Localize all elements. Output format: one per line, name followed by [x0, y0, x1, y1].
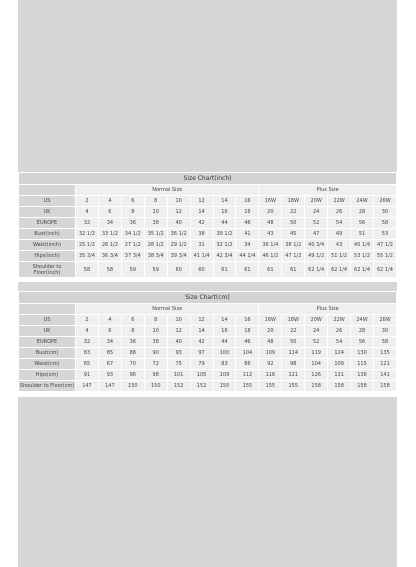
table-cell: 70 — [122, 359, 144, 369]
table-cell: 16W — [259, 196, 281, 206]
table-cell: 4 — [76, 326, 98, 336]
table-cell: 47 1/2 — [282, 251, 304, 261]
table-cell: 4 — [99, 315, 121, 325]
table-cell: 91 — [76, 370, 98, 380]
table-cell: 12 — [191, 315, 213, 325]
table-cell: 26 — [328, 326, 350, 336]
table-cell: 18 — [236, 207, 258, 217]
table-cell: 104 — [236, 348, 258, 358]
table-cell: 61 — [259, 262, 281, 277]
table-cell: 60 — [191, 262, 213, 277]
table-cell: 45 — [282, 229, 304, 239]
table-cell: 72 — [145, 359, 167, 369]
table-cell: 53 1/2 — [351, 251, 373, 261]
table-cell: 51 — [351, 229, 373, 239]
table-cell: 36 1/4 — [259, 240, 281, 250]
row-label: Waist(inch) — [19, 240, 75, 250]
size-chart-cm — [18, 291, 397, 397]
table-cell: 52 — [305, 337, 327, 347]
table-cell: 32 1/2 — [214, 240, 236, 250]
table-cell: 61 — [282, 262, 304, 277]
table-cell: 56 — [351, 337, 373, 347]
table-cell: 54 — [328, 218, 350, 228]
table-cell: 93 — [168, 348, 190, 358]
table-cell: 109 — [328, 359, 350, 369]
table-cell: 60 — [168, 262, 190, 277]
table-cell: 41 1/4 — [191, 251, 213, 261]
table-cell: 44 — [214, 218, 236, 228]
table-cell: 50 — [282, 337, 304, 347]
table-cell: 37 3/4 — [122, 251, 144, 261]
table-cell: 126 — [305, 370, 327, 380]
table-cell: 150 — [145, 381, 167, 391]
table-cell: 101 — [168, 370, 190, 380]
table-cell: 2 — [76, 196, 98, 206]
table-cell: 43 — [328, 240, 350, 250]
table-cell: 39 1/2 — [214, 229, 236, 239]
table-cell: 109 — [259, 348, 281, 358]
plus-size-header: Plus Size — [259, 304, 396, 314]
table-cell: 115 — [351, 359, 373, 369]
row-label: Shoulder to Floor(inch) — [19, 262, 75, 277]
table-cell: 58 — [76, 262, 98, 277]
table-cell: 100 — [214, 348, 236, 358]
table-row — [19, 207, 396, 217]
table-cell: 24 — [305, 207, 327, 217]
page-background — [18, 0, 397, 567]
table-cell: 67 — [99, 359, 121, 369]
row-label: Hips(inch) — [19, 251, 75, 261]
table-cell: 155 — [236, 381, 258, 391]
row-label: EUROPE — [19, 337, 75, 347]
table-cell: 97 — [191, 348, 213, 358]
table-cell: 30 — [374, 326, 396, 336]
size-chart-inch — [18, 172, 397, 282]
table-cell: 20 — [259, 207, 281, 217]
table-cell: 16 — [214, 326, 236, 336]
table-cell: 33 1/2 — [99, 229, 121, 239]
table-cell: 6 — [99, 207, 121, 217]
table-row — [19, 370, 396, 380]
row-label: Waist(cm) — [19, 359, 75, 369]
table-cell: 4 — [76, 207, 98, 217]
table-cell: 59 — [122, 262, 144, 277]
table-row — [19, 262, 396, 277]
table-cell: 28 — [351, 326, 373, 336]
table-cell: 6 — [122, 196, 144, 206]
table-cell: 24W — [351, 315, 373, 325]
size-table-inch — [18, 172, 397, 278]
table-cell: 131 — [328, 370, 350, 380]
table-cell: 20W — [305, 196, 327, 206]
table-cell: 36 — [122, 337, 144, 347]
row-label: Bust(inch) — [19, 229, 75, 239]
table-cell: 135 — [374, 348, 396, 358]
table-cell: 36 3/4 — [99, 251, 121, 261]
table-cell: 45 1/4 — [351, 240, 373, 250]
plus-size-header: Plus Size — [259, 185, 396, 195]
table-cell: 29 1/2 — [168, 240, 190, 250]
table-cell: 32 — [76, 337, 98, 347]
table-cell: 14 — [214, 196, 236, 206]
table-cell: 22W — [328, 315, 350, 325]
table-cell: 12 — [168, 207, 190, 217]
table-cell: 28 — [351, 207, 373, 217]
table-cell: 112 — [236, 370, 258, 380]
table-cell: 147 — [76, 381, 98, 391]
table-cell: 86 — [236, 359, 258, 369]
table-cell: 38 — [191, 229, 213, 239]
row-label: EUROPE — [19, 218, 75, 228]
table-cell: 32 — [76, 218, 98, 228]
table-cell: 16 — [236, 196, 258, 206]
table-cell: 10 — [145, 326, 167, 336]
table-cell: 8 — [122, 207, 144, 217]
table-cell: 14 — [214, 315, 236, 325]
table-cell: 10 — [145, 207, 167, 217]
table-cell: 56 — [351, 218, 373, 228]
table-cell: 41 — [236, 229, 258, 239]
table-cell: 24 — [305, 326, 327, 336]
table-cell: 58 — [374, 337, 396, 347]
table-cell: 90 — [145, 348, 167, 358]
table-row — [19, 348, 396, 358]
table-cell: 98 — [145, 370, 167, 380]
table-cell: 44 — [214, 337, 236, 347]
title-row — [19, 173, 396, 184]
table-cell: 8 — [122, 326, 144, 336]
group-header-row — [19, 185, 396, 195]
table-cell: 18 — [236, 326, 258, 336]
table-cell: 38 — [145, 218, 167, 228]
table-cell: 147 — [99, 381, 121, 391]
table-row — [19, 240, 396, 250]
table-cell: 34 — [99, 218, 121, 228]
table-row — [19, 359, 396, 369]
table-cell: 42 3/4 — [214, 251, 236, 261]
table-cell: 121 — [282, 370, 304, 380]
table-cell: 61 — [236, 262, 258, 277]
table-cell: 50 — [282, 218, 304, 228]
table-cell: 141 — [374, 370, 396, 380]
table-cell: 116 — [259, 370, 281, 380]
table-cell: 48 — [259, 337, 281, 347]
table-cell: 119 — [305, 348, 327, 358]
table-row — [19, 315, 396, 325]
table-cell: 48 — [259, 218, 281, 228]
table-cell: 38 1/2 — [282, 240, 304, 250]
table-cell: 158 — [305, 381, 327, 391]
table-cell: 16 — [214, 207, 236, 217]
table-cell: 47 1/2 — [374, 240, 396, 250]
table-cell: 130 — [351, 348, 373, 358]
row-label: US — [19, 196, 75, 206]
table-cell: 49 — [328, 229, 350, 239]
table-cell: 16W — [259, 315, 281, 325]
table-cell: 32 1/2 — [76, 229, 98, 239]
row-label: Bust(cm) — [19, 348, 75, 358]
table-cell: 155 — [282, 381, 304, 391]
table-cell: 18W — [282, 196, 304, 206]
table-cell: 27 1/2 — [122, 240, 144, 250]
table-row — [19, 251, 396, 261]
table-cell: 25 1/2 — [76, 240, 98, 250]
table-cell: 121 — [374, 359, 396, 369]
table-cell: 150 — [122, 381, 144, 391]
table-cell: 34 — [236, 240, 258, 250]
table-cell: 26 — [328, 207, 350, 217]
table-row — [19, 229, 396, 239]
table-cell: 39 3/4 — [168, 251, 190, 261]
table-cell: 4 — [99, 196, 121, 206]
title-row — [19, 292, 396, 303]
table-row — [19, 196, 396, 206]
table-cell: 8 — [145, 315, 167, 325]
table-cell: 83 — [76, 348, 98, 358]
table-cell: 2 — [76, 315, 98, 325]
table-cell: 158 — [328, 381, 350, 391]
row-label: UK — [19, 326, 75, 336]
table-cell: 8 — [145, 196, 167, 206]
table-cell: 65 — [76, 359, 98, 369]
table-cell: 20W — [305, 315, 327, 325]
table-cell: 22 — [282, 207, 304, 217]
table-cell: 58 — [374, 218, 396, 228]
table-cell: 114 — [282, 348, 304, 358]
table-cell: 40 — [168, 218, 190, 228]
table-cell: 79 — [191, 359, 213, 369]
table-cell: 35 1/2 — [145, 229, 167, 239]
table-cell: 46 — [236, 337, 258, 347]
table-title: Size Chart(inch) — [19, 173, 396, 184]
table-cell: 35 3/4 — [76, 251, 98, 261]
table-cell: 49 1/2 — [305, 251, 327, 261]
table-cell: 38 3/4 — [145, 251, 167, 261]
table-cell: 136 — [351, 370, 373, 380]
table-cell: 31 — [191, 240, 213, 250]
table-row — [19, 337, 396, 347]
table-cell: 42 — [191, 337, 213, 347]
table-cell: 44 1/4 — [236, 251, 258, 261]
table-cell: 158 — [351, 381, 373, 391]
normal-size-header: Normal Size — [76, 304, 258, 314]
table-cell: 155 — [214, 381, 236, 391]
table-cell: 36 — [122, 218, 144, 228]
table-cell: 6 — [99, 326, 121, 336]
table-cell: 22 — [282, 326, 304, 336]
table-cell: 10 — [168, 315, 190, 325]
table-cell: 62 1/4 — [305, 262, 327, 277]
table-cell: 24W — [351, 196, 373, 206]
table-cell: 155 — [259, 381, 281, 391]
table-cell: 34 1/2 — [122, 229, 144, 239]
table-cell: 124 — [328, 348, 350, 358]
table-cell: 83 — [214, 359, 236, 369]
normal-size-header: Normal Size — [76, 185, 258, 195]
row-label: UK — [19, 207, 75, 217]
table-cell: 92 — [259, 359, 281, 369]
row-label: Shoulder to Floor(cm) — [19, 383, 75, 389]
table-cell: 16 — [236, 315, 258, 325]
table-cell: 152 — [168, 381, 190, 391]
table-cell: 26W — [374, 196, 396, 206]
table-cell: 12 — [168, 326, 190, 336]
table-cell: 14 — [191, 326, 213, 336]
table-cell: 62 1/4 — [374, 262, 396, 277]
table-cell: 22W — [328, 196, 350, 206]
table-cell: 20 — [259, 326, 281, 336]
row-label: US — [19, 315, 75, 325]
table-title: Size Chart(cm) — [19, 292, 396, 303]
table-cell: 34 — [99, 337, 121, 347]
table-cell: 18W — [282, 315, 304, 325]
table-cell: 152 — [191, 381, 213, 391]
table-cell: 105 — [191, 370, 213, 380]
table-cell: 46 1/2 — [259, 251, 281, 261]
table-cell: 51 1/2 — [328, 251, 350, 261]
size-table-cm — [18, 291, 397, 392]
table-row — [19, 381, 396, 391]
table-cell: 62 1/4 — [351, 262, 373, 277]
table-cell: 59 — [145, 262, 167, 277]
corner-cell — [19, 185, 75, 195]
table-cell: 6 — [122, 315, 144, 325]
table-cell: 58 — [99, 262, 121, 277]
row-label: Hips(cm) — [19, 370, 75, 380]
table-cell: 93 — [99, 370, 121, 380]
table-cell: 46 — [236, 218, 258, 228]
table-cell: 43 — [259, 229, 281, 239]
table-cell: 109 — [214, 370, 236, 380]
table-cell: 47 — [305, 229, 327, 239]
table-cell: 52 — [305, 218, 327, 228]
corner-cell — [19, 304, 75, 314]
table-cell: 55 1/2 — [374, 251, 396, 261]
table-cell: 62 1/4 — [328, 262, 350, 277]
table-cell: 38 — [145, 337, 167, 347]
table-cell: 61 — [214, 262, 236, 277]
table-cell: 10 — [168, 196, 190, 206]
table-row — [19, 326, 396, 336]
table-cell: 98 — [282, 359, 304, 369]
table-cell: 158 — [374, 381, 396, 391]
table-cell: 40 — [168, 337, 190, 347]
table-cell: 36 1/2 — [168, 229, 190, 239]
table-cell: 88 — [122, 348, 144, 358]
table-cell: 28 1/2 — [145, 240, 167, 250]
table-cell: 42 — [191, 218, 213, 228]
table-cell: 75 — [168, 359, 190, 369]
table-cell: 85 — [99, 348, 121, 358]
table-row — [19, 218, 396, 228]
table-cell: 26W — [374, 315, 396, 325]
table-cell: 54 — [328, 337, 350, 347]
table-cell: 96 — [122, 370, 144, 380]
table-cell: 26 1/2 — [99, 240, 121, 250]
table-cell: 40 3/4 — [305, 240, 327, 250]
table-cell: 53 — [374, 229, 396, 239]
table-cell: 14 — [191, 207, 213, 217]
table-cell: 30 — [374, 207, 396, 217]
table-cell: 104 — [305, 359, 327, 369]
group-header-row — [19, 304, 396, 314]
table-cell: 12 — [191, 196, 213, 206]
